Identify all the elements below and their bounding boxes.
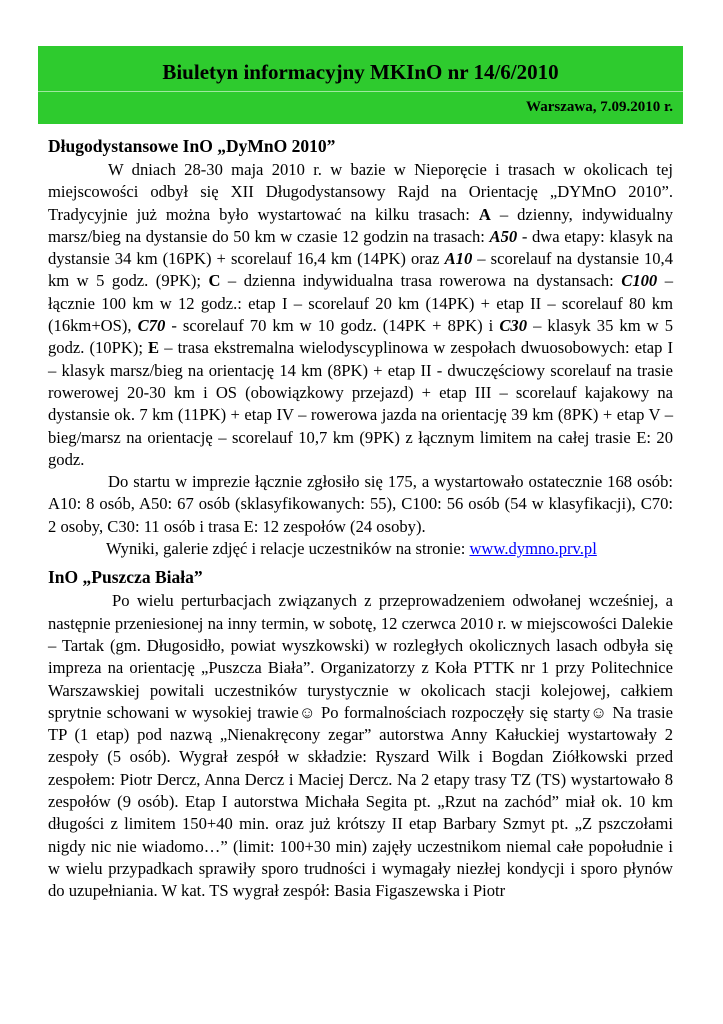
- dymno-paragraph-2: Do startu w imprezie łącznie zgłosiło się 175, a wystartowało ostatecznie 168 osób: A10: 8 osób, A50: 67 osób (sklasyfikowanych: 55), C100: 56 osób (54 w klasyfikacji), C70: 2 osoby, C30: 11 osób i trasa E: 12 zespołów (24 osoby).: [48, 472, 673, 536]
- route-label: A50: [489, 226, 518, 246]
- section-heading-puszcza: InO „Puszcza Biała”: [48, 567, 203, 588]
- route-label: A: [478, 204, 491, 224]
- route-label: C70: [137, 316, 166, 336]
- route-label: C: [208, 271, 221, 291]
- header-banner: [38, 46, 683, 124]
- results-link[interactable]: www.dymno.prv.pl: [469, 539, 597, 559]
- header-divider: [38, 91, 683, 92]
- bulletin-date: Warszawa, 7.09.2010 r.: [526, 99, 673, 115]
- route-label: C30: [499, 316, 528, 336]
- section-heading-dymno: Długodystansowe InO „DyMnO 2010”: [48, 136, 336, 156]
- route-label: A10: [444, 249, 473, 269]
- route-label: C100: [621, 271, 658, 291]
- route-label: E: [148, 338, 160, 358]
- article-body: [48, 133, 673, 903]
- dymno-paragraph-3: Wyniki, galerie zdjęć i relacje uczestników na stronie: www.dymno.prv.pl: [106, 539, 597, 559]
- dymno-paragraph-1: W dniach 28-30 maja 2010 r. w bazie w Nieporęcie i trasach w okolicach tej miejscowości odbył się XII Długodystansowy Rajd na Orientację „DYMnO 2010”. Tradycyjnie już można było wystartować na kilku trasach: A – dzienny, indywidualny marsz/bieg na dystansie do 50 km w czasie 12 godzin na trasach: A50 - dwa etapy: klasyk na dystansie 34 km (16PK) + scorelauf 16,4 km (14PK) oraz A10 – scorelauf na dystansie 10,4 km w 5 godz. (9PK); C – dzienna indywidualna trasa rowerowa na dystansach: C100 – łącznie 100 km w 12 godz.: etap I – scorelauf 20 km (14PK) + etap II – scorelauf 80 km (16km+OS), C70 - scorelauf 70 km w 10 godz. (14PK + 8PK) i C30 – klasyk 35 km w 5 godz. (10PK); E – trasa ekstremalna wielodyscyplinowa w zespołach dwuosobowych: etap I – klasyk marsz/bieg na orientację 14 km (8PK) + etap II - dwuczęściowy scorelauf na trasie rowerowej 20-30 km i OS (obowiązkowy przejazd) + etap III – scorelauf kajakowy na dystansie ok. 7 km (11PK) + etap IV – rowerowa jazda na orientację 39 km (8PK) + etap V – bieg/marsz na orientację – scorelauf 10,7 km (9PK) z łącznym limitem na całej trasie E: 20 godz.: [48, 160, 674, 469]
- bulletin-title: Biuletyn informacyjny MKInO nr 14/6/2010: [162, 60, 559, 84]
- puszcza-paragraph-1: Po wielu perturbacjach związanych z przeprowadzeniem odwołanej wcześniej, a następnie przeniesionej na inny termin, w sobotę, 12 czerwca 2010 r. w miejscowości Dalekie – Tartak (gm. Długosidło, powiat wyszkowski) w rozległych okolicznych lasach odbyła się impreza na orientację „Puszcza Biała”. Organizatorzy z Koła PTTK nr 1 przy Politechnice Warszawskiej powitali uczestników turystycznie w okolicach stacji kolejowej, całkiem sprytnie schowani w wysokiej trawie☺ Po formalnościach rozpoczęły się starty☺ Na trasie TP (1 etap) pod nazwą „Nienakręcony zegar” autorstwa Anny Kałuckiej wystartowały 2 zespoły (5 osób). Wygrał zespół w składzie: Ryszard Wilk i Bogdan Ziółkowski przed zespołem: Piotr Dercz, Anna Dercz i Maciej Dercz. Na 2 etapy trasy TZ (TS) wystartowało 8 zespołów (9 osób). Etap I autorstwa Michała Segita pt. „Rzut na zachód” miał ok. 10 km długości z limitem 150+40 min. oraz już krótszy II etap Barbary Szmyt pt. „Z pszczołami nigdy nic nie wiadomo…” (limit: 100+30 min) zajęły uczestnikom niemal całe popołudnie i w wielu przypadkach sprawiły sporo trudności i wymagały niezłej kondycji i sporo płynów do uzupełniania. W kat. TS wygrał zespół: Basia Figaszewska i Piotr: [48, 591, 673, 901]
